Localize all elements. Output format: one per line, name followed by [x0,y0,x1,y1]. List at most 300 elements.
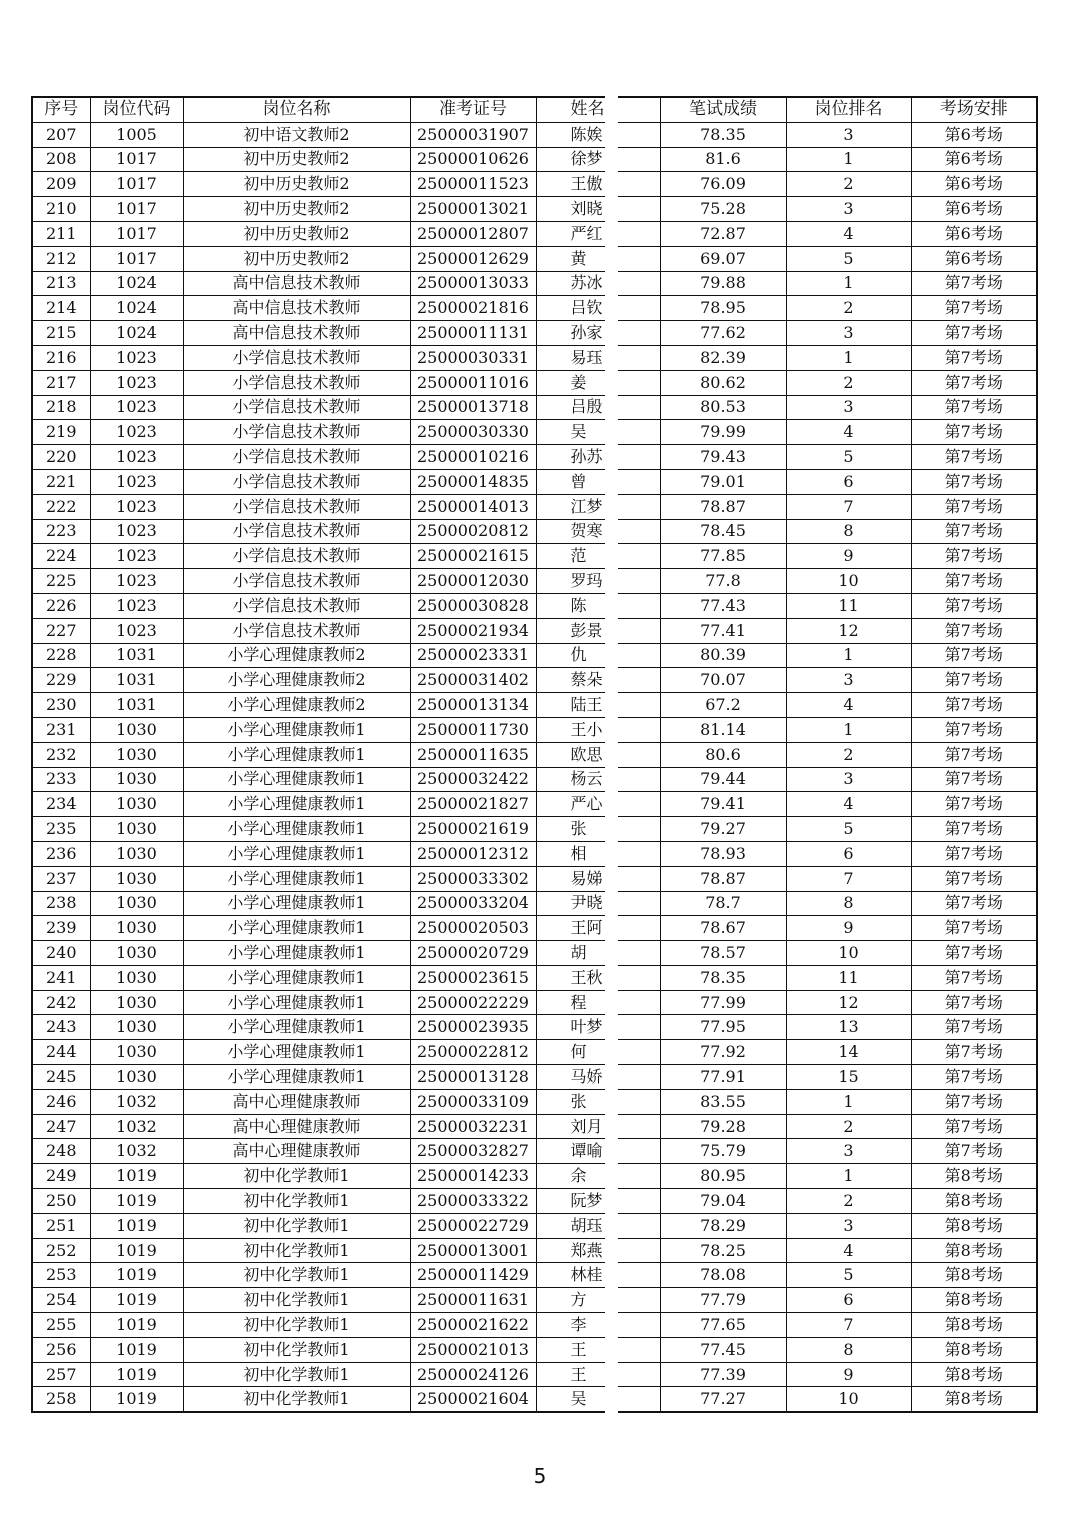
ticket-no-cell: 25000021827 [410,792,536,817]
post-code-cell: 1023 [90,519,183,544]
score-cell: 79.43 [660,445,786,470]
score-cell: 78.87 [660,866,786,891]
table-row [32,841,605,866]
row-no-cell: 241 [32,965,90,990]
row-no-cell: 244 [32,1040,90,1065]
name-cell: 陈 [536,593,605,618]
post-code-cell: 1023 [90,445,183,470]
row-no-cell: 213 [32,271,90,296]
exam-room-cell: 第6考场 [911,172,1037,197]
row-no-cell: 253 [32,1263,90,1288]
table-row [32,965,605,990]
rank-cell: 12 [786,618,911,643]
score-cell: 77.79 [660,1288,786,1313]
post-name-cell: 初中化学教师1 [183,1189,410,1214]
table-row [618,370,1037,395]
post-name-cell: 小学心理健康教师1 [183,1040,410,1065]
post-code-cell: 1031 [90,643,183,668]
table-row [618,693,1037,718]
post-code-cell: 1017 [90,197,183,222]
name-cell: 罗玛 [536,569,605,594]
name-cell: 吕钦 [536,296,605,321]
exam-room-cell: 第7考场 [911,643,1037,668]
table-row [32,1015,605,1040]
post-name-cell: 小学信息技术教师 [183,593,410,618]
table-row [32,246,605,271]
name-cell: 张 [536,817,605,842]
row-no-cell: 257 [32,1362,90,1387]
score-cell: 80.53 [660,395,786,420]
exam-room-cell: 第7考场 [911,668,1037,693]
post-name-cell: 小学信息技术教师 [183,420,410,445]
exam-room-cell: 第7考场 [911,519,1037,544]
name-cell: 王阿 [536,916,605,941]
rank-cell: 4 [786,792,911,817]
score-cell: 77.99 [660,990,786,1015]
name-cell-continued [618,965,660,990]
exam-room-cell: 第7考场 [911,841,1037,866]
ticket-no-cell: 25000030330 [410,420,536,445]
ticket-no-cell: 25000014233 [410,1164,536,1189]
exam-room-cell: 第7考场 [911,494,1037,519]
post-name-cell: 初中化学教师1 [183,1362,410,1387]
table-row [618,668,1037,693]
score-cell: 82.39 [660,345,786,370]
row-no-cell: 243 [32,1015,90,1040]
row-no-cell: 226 [32,593,90,618]
table-row [32,370,605,395]
name-cell-continued [618,717,660,742]
ticket-no-cell: 25000032422 [410,767,536,792]
rank-cell: 2 [786,172,911,197]
rank-cell: 7 [786,494,911,519]
name-cell-continued [618,593,660,618]
name-cell: 黄 [536,246,605,271]
header-no: 序号 [32,97,90,122]
name-cell-continued [618,817,660,842]
ticket-no-cell: 25000013033 [410,271,536,296]
table-row [618,916,1037,941]
name-cell: 仇 [536,643,605,668]
name-cell-continued [618,420,660,445]
post-code-cell: 1024 [90,271,183,296]
exam-room-cell: 第7考场 [911,544,1037,569]
name-cell-continued [618,1288,660,1313]
exam-room-cell: 第7考场 [911,296,1037,321]
table-row [32,693,605,718]
table-row [618,345,1037,370]
rank-cell: 9 [786,544,911,569]
post-code-cell: 1019 [90,1189,183,1214]
name-cell: 易珏 [536,345,605,370]
row-no-cell: 236 [32,841,90,866]
exam-room-cell: 第7考场 [911,445,1037,470]
post-name-cell: 小学心理健康教师1 [183,1015,410,1040]
post-code-cell: 1030 [90,916,183,941]
exam-room-cell: 第7考场 [911,321,1037,346]
post-name-cell: 小学心理健康教师1 [183,742,410,767]
name-cell: 孙家 [536,321,605,346]
exam-room-cell: 第7考场 [911,1089,1037,1114]
exam-room-cell: 第8考场 [911,1387,1037,1412]
exam-room-cell: 第8考场 [911,1263,1037,1288]
rank-cell: 3 [786,668,911,693]
post-name-cell: 高中信息技术教师 [183,321,410,346]
rank-cell: 7 [786,866,911,891]
header-exam-room: 考场安排 [911,97,1037,122]
table-row [618,1263,1037,1288]
ticket-no-cell: 25000023331 [410,643,536,668]
post-code-cell: 1019 [90,1263,183,1288]
post-code-cell: 1023 [90,544,183,569]
ticket-no-cell: 25000020503 [410,916,536,941]
table-row [618,990,1037,1015]
name-cell: 范 [536,544,605,569]
exam-room-cell: 第7考场 [911,693,1037,718]
score-cell: 72.87 [660,221,786,246]
ticket-no-cell: 25000023615 [410,965,536,990]
ticket-no-cell: 25000022729 [410,1213,536,1238]
row-no-cell: 209 [32,172,90,197]
table-row [32,1313,605,1338]
name-cell: 阮梦 [536,1189,605,1214]
ticket-no-cell: 25000011523 [410,172,536,197]
post-name-cell: 初中历史教师2 [183,221,410,246]
ticket-no-cell: 25000033302 [410,866,536,891]
table-row [32,742,605,767]
score-cell: 75.79 [660,1139,786,1164]
post-name-cell: 小学信息技术教师 [183,445,410,470]
score-cell: 78.35 [660,965,786,990]
rank-cell: 3 [786,1213,911,1238]
rank-cell: 2 [786,1189,911,1214]
name-cell: 王 [536,1337,605,1362]
name-cell-continued [618,866,660,891]
post-code-cell: 1023 [90,420,183,445]
exam-room-cell: 第8考场 [911,1362,1037,1387]
post-name-cell: 初中化学教师1 [183,1238,410,1263]
ticket-no-cell: 25000013001 [410,1238,536,1263]
post-code-cell: 1019 [90,1362,183,1387]
score-cell: 79.99 [660,420,786,445]
exam-room-cell: 第6考场 [911,221,1037,246]
header-row-right [618,97,1037,122]
name-cell: 苏冰 [536,271,605,296]
name-cell-continued [618,1015,660,1040]
name-cell-continued [618,668,660,693]
row-no-cell: 245 [32,1065,90,1090]
name-cell: 陆王 [536,693,605,718]
post-code-cell: 1019 [90,1213,183,1238]
rank-cell: 3 [786,395,911,420]
score-cell: 81.14 [660,717,786,742]
table-row [32,172,605,197]
name-cell: 严红 [536,221,605,246]
post-code-cell: 1030 [90,767,183,792]
name-cell: 余 [536,1164,605,1189]
header-post-code: 岗位代码 [90,97,183,122]
ticket-no-cell: 25000013128 [410,1065,536,1090]
exam-room-cell: 第7考场 [911,1139,1037,1164]
post-name-cell: 小学心理健康教师1 [183,1065,410,1090]
ticket-no-cell: 25000012629 [410,246,536,271]
rank-cell: 6 [786,469,911,494]
ticket-no-cell: 25000020812 [410,519,536,544]
row-no-cell: 224 [32,544,90,569]
score-cell: 80.95 [660,1164,786,1189]
ticket-no-cell: 25000032827 [410,1139,536,1164]
post-name-cell: 高中信息技术教师 [183,296,410,321]
post-name-cell: 小学信息技术教师 [183,544,410,569]
post-code-cell: 1019 [90,1164,183,1189]
rank-cell: 14 [786,1040,911,1065]
ticket-no-cell: 25000012030 [410,569,536,594]
post-code-cell: 1030 [90,941,183,966]
post-name-cell: 小学心理健康教师1 [183,866,410,891]
table-row [32,1288,605,1313]
score-cell: 79.04 [660,1189,786,1214]
post-code-cell: 1030 [90,717,183,742]
ticket-no-cell: 25000012312 [410,841,536,866]
rank-cell: 3 [786,321,911,346]
score-cell: 79.41 [660,792,786,817]
name-cell: 江梦 [536,494,605,519]
ticket-no-cell: 25000031907 [410,122,536,147]
ticket-no-cell: 25000013718 [410,395,536,420]
name-cell-continued [618,1387,660,1412]
name-cell: 刘月 [536,1114,605,1139]
post-name-cell: 小学心理健康教师1 [183,990,410,1015]
header-score: 笔试成绩 [660,97,786,122]
table-row [32,1362,605,1387]
table-row [32,817,605,842]
exam-room-cell: 第6考场 [911,246,1037,271]
name-cell-continued [618,1089,660,1114]
post-name-cell: 高中心理健康教师 [183,1114,410,1139]
name-cell-continued [618,1065,660,1090]
name-cell-continued [618,643,660,668]
score-cell: 80.39 [660,643,786,668]
table-row [32,296,605,321]
exam-room-cell: 第8考场 [911,1337,1037,1362]
rank-cell: 9 [786,916,911,941]
rank-cell: 1 [786,147,911,172]
exam-room-cell: 第7考场 [911,965,1037,990]
exam-room-cell: 第7考场 [911,817,1037,842]
table-row [618,593,1037,618]
name-cell: 王秋 [536,965,605,990]
score-cell: 78.67 [660,916,786,941]
table-row [32,221,605,246]
post-name-cell: 小学信息技术教师 [183,345,410,370]
table-row [618,1238,1037,1263]
rank-cell: 1 [786,345,911,370]
exam-table-left [31,96,605,1413]
row-no-cell: 237 [32,866,90,891]
table-row [32,147,605,172]
table-row [32,891,605,916]
ticket-no-cell: 25000033109 [410,1089,536,1114]
name-cell-continued [618,395,660,420]
post-name-cell: 小学信息技术教师 [183,519,410,544]
row-no-cell: 220 [32,445,90,470]
table-row [32,1114,605,1139]
ticket-no-cell: 25000013021 [410,197,536,222]
ticket-no-cell: 25000021934 [410,618,536,643]
post-code-cell: 1023 [90,593,183,618]
table-row [618,221,1037,246]
table-row [618,296,1037,321]
table-row [32,1065,605,1090]
name-cell-continued [618,941,660,966]
table-row [618,1114,1037,1139]
name-cell: 欧思 [536,742,605,767]
name-cell-continued [618,271,660,296]
name-cell: 吴 [536,1387,605,1412]
table-row [32,1089,605,1114]
table-row [32,420,605,445]
table-row [618,965,1037,990]
exam-room-cell: 第7考场 [911,1040,1037,1065]
rank-cell: 1 [786,271,911,296]
ticket-no-cell: 25000011016 [410,370,536,395]
score-cell: 79.88 [660,271,786,296]
row-no-cell: 240 [32,941,90,966]
name-cell: 贺寒 [536,519,605,544]
exam-room-cell: 第6考场 [911,122,1037,147]
table-row [32,569,605,594]
post-name-cell: 初中化学教师1 [183,1313,410,1338]
rank-cell: 4 [786,693,911,718]
table-row [32,197,605,222]
score-cell: 77.85 [660,544,786,569]
rank-cell: 2 [786,370,911,395]
post-name-cell: 小学信息技术教师 [183,494,410,519]
name-cell: 蔡朵 [536,668,605,693]
table-row [32,767,605,792]
rank-cell: 10 [786,569,911,594]
score-cell: 78.87 [660,494,786,519]
exam-room-cell: 第7考场 [911,420,1037,445]
name-cell-continued [618,321,660,346]
post-code-cell: 1032 [90,1139,183,1164]
score-cell: 80.62 [660,370,786,395]
post-code-cell: 1023 [90,618,183,643]
table-row [618,1387,1037,1412]
score-cell: 77.92 [660,1040,786,1065]
score-cell: 78.7 [660,891,786,916]
table-row [618,172,1037,197]
table-row [32,1164,605,1189]
ticket-no-cell: 25000022812 [410,1040,536,1065]
name-cell: 吕殷 [536,395,605,420]
table-row [618,1189,1037,1214]
post-name-cell: 小学心理健康教师1 [183,841,410,866]
rank-cell: 8 [786,519,911,544]
name-cell: 李 [536,1313,605,1338]
name-cell-continued [618,1164,660,1189]
ticket-no-cell: 25000014835 [410,469,536,494]
table-row [32,1337,605,1362]
name-cell: 曾 [536,469,605,494]
name-cell: 王小 [536,717,605,742]
row-no-cell: 210 [32,197,90,222]
post-code-cell: 1019 [90,1387,183,1412]
exam-room-cell: 第6考场 [911,147,1037,172]
name-cell: 叶梦 [536,1015,605,1040]
exam-room-cell: 第7考场 [911,792,1037,817]
table-row [32,519,605,544]
ticket-no-cell: 25000021013 [410,1337,536,1362]
table-row [618,1089,1037,1114]
name-cell-continued [618,1337,660,1362]
post-code-cell: 1023 [90,494,183,519]
table-row [32,494,605,519]
exam-room-cell: 第7考场 [911,891,1037,916]
score-cell: 78.29 [660,1213,786,1238]
row-no-cell: 227 [32,618,90,643]
rank-cell: 1 [786,1164,911,1189]
post-code-cell: 1023 [90,395,183,420]
exam-room-cell: 第8考场 [911,1189,1037,1214]
table-row [32,1040,605,1065]
row-no-cell: 248 [32,1139,90,1164]
name-cell: 徐梦 [536,147,605,172]
post-code-cell: 1017 [90,172,183,197]
rank-cell: 10 [786,941,911,966]
score-cell: 80.6 [660,742,786,767]
name-cell-continued [618,197,660,222]
name-cell: 陈娭 [536,122,605,147]
post-name-cell: 高中心理健康教师 [183,1089,410,1114]
post-name-cell: 小学信息技术教师 [183,618,410,643]
score-cell: 77.27 [660,1387,786,1412]
exam-room-cell: 第7考场 [911,866,1037,891]
ticket-no-cell: 25000021615 [410,544,536,569]
table-row [32,668,605,693]
post-name-cell: 小学心理健康教师1 [183,941,410,966]
row-no-cell: 221 [32,469,90,494]
row-no-cell: 231 [32,717,90,742]
name-cell-continued [618,891,660,916]
table-row [618,445,1037,470]
table-row [618,271,1037,296]
score-cell: 70.07 [660,668,786,693]
post-name-cell: 小学心理健康教师1 [183,965,410,990]
table-row [618,494,1037,519]
table-row [32,643,605,668]
post-code-cell: 1005 [90,122,183,147]
table-row [32,990,605,1015]
post-code-cell: 1019 [90,1337,183,1362]
row-no-cell: 252 [32,1238,90,1263]
score-cell: 78.25 [660,1238,786,1263]
name-cell: 郑燕 [536,1238,605,1263]
exam-room-cell: 第7考场 [911,916,1037,941]
ticket-no-cell: 25000021604 [410,1387,536,1412]
table-row [618,891,1037,916]
table-row [618,420,1037,445]
ticket-no-cell: 25000011730 [410,717,536,742]
table-row [618,817,1037,842]
table-row [32,1263,605,1288]
post-name-cell: 小学心理健康教师1 [183,717,410,742]
table-row [618,1288,1037,1313]
exam-room-cell: 第7考场 [911,767,1037,792]
table-row [32,1189,605,1214]
score-cell: 83.55 [660,1089,786,1114]
row-no-cell: 211 [32,221,90,246]
